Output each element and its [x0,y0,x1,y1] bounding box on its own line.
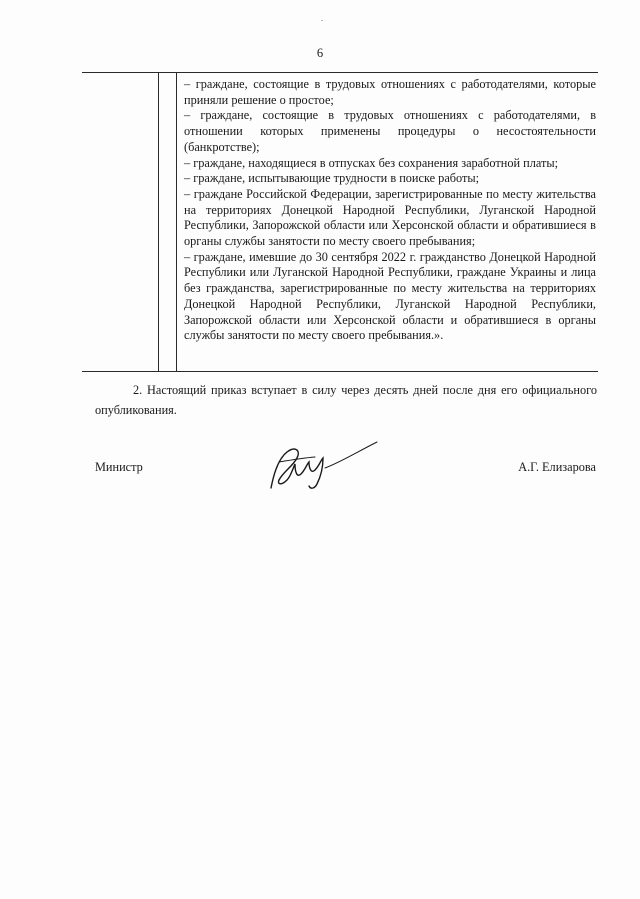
list-item: – граждане, находящиеся в отпусках без сохранения заработной платы; [184,155,559,170]
list-item: – граждане, состоящие в трудовых отношениях с работодателями, которые приняли решение о простое; [184,77,596,107]
table-column-divider-1 [158,72,159,372]
signature-icon [265,438,383,494]
paragraph-2: 2. Настоящий приказ вступает в силу через десять дней после дня его официального опубликования. [95,383,597,417]
table-continuation [82,72,598,372]
list-item: – граждане, испытывающие трудности в поиске работы; [184,171,480,186]
signer-role: Министр [95,460,143,474]
list-item: – граждане Российской Федерации, зарегистрированные по месту жительства на территориях Донецкой Народной Республики, Луганской Народной Республики, Запорожской области или Херсонской области и обратившиеся в органы службы занятости по месту своего пребывания; [184,186,596,249]
signer-name: А.Г. Елизарова [518,460,596,474]
table-top-border [82,72,598,73]
list-item: – граждане, состоящие в трудовых отношениях с работодателями, в отношении которых применены процедуры о несостоятельности (банкротстве); [184,108,596,154]
scan-speck [321,20,323,21]
list-item: – граждане, имевшие до 30 сентября 2022 г. гражданство Донецкой Народной Республики или Луганской Народной Республики, граждане Украины и лица без гражданства, зарегистрированные по месту жительства на территориях Донецкой Народной Республики, Луганской Народной Республики, Запорожской области или Херсонской области и обратившиеся в органы службы занятости по месту своего пребывания.». [184,249,596,343]
table-column-divider-2 [176,72,177,372]
page-number: 6 [316,46,324,60]
table-cell-citizen-categories [184,77,596,344]
table-bottom-border [82,371,598,372]
